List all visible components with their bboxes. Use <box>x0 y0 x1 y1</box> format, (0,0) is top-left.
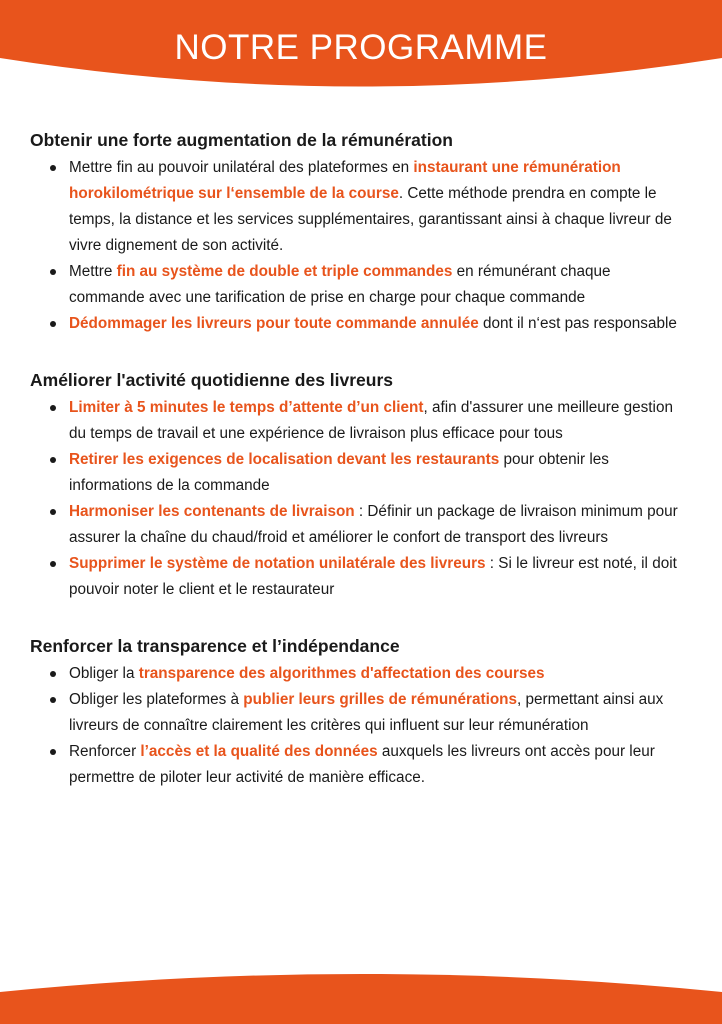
section-title: Renforcer la transparence et l’indépendance <box>30 636 400 656</box>
item-highlight: l’accès et la qualité des données <box>140 743 378 760</box>
bullet-icon <box>50 321 56 327</box>
item-text: dont il n‘est pas responsable <box>478 315 677 332</box>
bullet-icon <box>50 509 56 515</box>
item-highlight: Limiter à 5 minutes le temps d’attente d’un client <box>69 399 424 416</box>
list-item <box>30 687 690 739</box>
item-text: Obliger la <box>69 665 139 682</box>
bullet-icon <box>50 561 56 567</box>
section-title: Améliorer l'activité quotidienne des livreurs <box>30 370 394 390</box>
list-item <box>30 311 690 337</box>
item-text: Obliger les plateformes à <box>69 691 244 708</box>
item-text: Renforcer <box>69 743 141 760</box>
item-text: : Si le livreur est noté, il doit pouvoir noter le client et le restaurateur <box>69 555 677 598</box>
item-text: , afin d'assurer une meilleure gestion du temps de travail et une expérience de livraison plus efficace pour tous <box>69 399 673 442</box>
item-highlight: fin au système de double et triple commandes <box>116 263 453 280</box>
item-highlight: Harmoniser les contenants de livraison <box>69 503 355 520</box>
item-highlight: publier leurs grilles de rémunérations <box>243 691 518 708</box>
item-text: pour obtenir les informations de la commande <box>69 451 609 494</box>
item-text: : Définir un package de livraison minimum pour assurer la chaîne du chaud/froid et améliorer le confort de transport des livreurs <box>69 503 678 546</box>
item-text: Mettre <box>69 263 117 280</box>
bullet-list <box>30 661 690 791</box>
section-remuneration <box>30 130 690 337</box>
list-item <box>30 499 690 551</box>
item-text: . Cette méthode prendra en compte le temps, la distance et les services supplémentaires, garantissant ainsi à chaque livreur de vivre dignement de son activité. <box>69 185 672 254</box>
footer-banner <box>0 964 722 1024</box>
bullet-list <box>30 395 690 603</box>
item-highlight: transparence des algorithmes d'affectation des courses <box>138 665 545 682</box>
section-daily-activity <box>30 370 690 603</box>
item-highlight: Retirer les exigences de localisation devant les restaurants <box>69 451 500 468</box>
list-item <box>30 447 690 499</box>
item-text: auxquels les livreurs ont accès pour leur permettre de piloter leur activité de manière efficace. <box>69 743 655 786</box>
list-item <box>30 551 690 603</box>
item-text: en rémunérant chaque commande avec une tarification de prise en charge pour chaque commande <box>69 263 611 306</box>
list-item <box>30 395 690 447</box>
bullet-icon <box>50 457 56 463</box>
program-content <box>30 130 690 824</box>
item-text: , permettant ainsi aux livreurs de connaître clairement les critères qui influent sur leur rémunération <box>69 691 664 734</box>
item-highlight: Supprimer le système de notation unilatérale des livreurs <box>69 555 486 572</box>
section-title: Obtenir une forte augmentation de la rémunération <box>30 130 453 150</box>
bullet-icon <box>50 165 56 171</box>
list-item <box>30 739 690 791</box>
item-text: Mettre fin au pouvoir unilatéral des plateformes en <box>69 159 414 176</box>
list-item <box>30 259 690 311</box>
section-transparency <box>30 636 690 791</box>
item-highlight: instaurant une rémunération horokilométrique sur l‘ensemble de la course <box>69 159 621 202</box>
bullet-icon <box>50 697 56 703</box>
bullet-icon <box>50 269 56 275</box>
list-item <box>30 155 690 259</box>
bullet-icon <box>50 671 56 677</box>
item-highlight: Dédommager les livreurs pour toute commande annulée <box>69 315 479 332</box>
bullet-icon <box>50 405 56 411</box>
bullet-icon <box>50 749 56 755</box>
list-item <box>30 661 690 687</box>
bullet-list <box>30 155 690 337</box>
page-title: NOTRE PROGRAMME <box>174 28 548 67</box>
